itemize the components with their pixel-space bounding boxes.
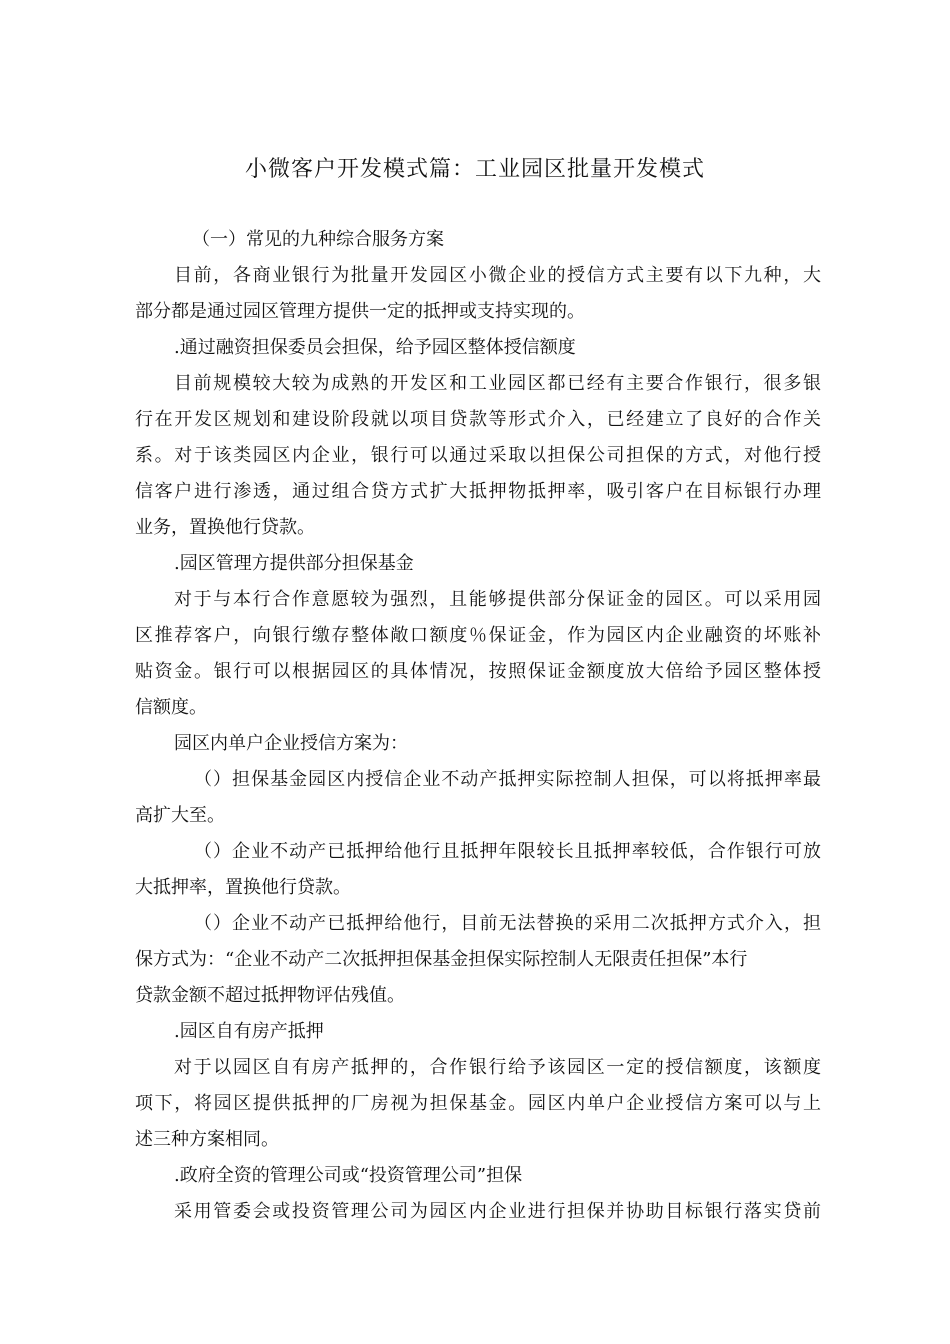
sub-item-line: （）担保基金园区内授信企业不动产抵押实际控制人担保，可以将抵押率最 <box>194 769 821 790</box>
paragraph-line: 园区内单户企业授信方案为： <box>174 733 408 754</box>
paragraph-line: 行在开发区规划和建设阶段就以项目贷款等形式介入，已经建立了良好的合作关 <box>135 409 821 430</box>
item-heading: .园区管理方提供部分担保基金 <box>174 553 414 574</box>
paragraph-line: 部分都是通过园区管理方提供一定的抵押或支持实现的。 <box>135 301 585 322</box>
paragraph-line: 信客户进行渗透，通过组合贷方式扩大抵押物抵押率，吸引客户在目标银行办理 <box>135 481 821 502</box>
paragraph-line: 采用管委会或投资管理公司为园区内企业进行担保并协助目标银行落实贷前 <box>174 1201 821 1222</box>
paragraph-line: 对于与本行合作意愿较为强烈，且能够提供部分保证金的园区。可以采用园 <box>174 589 821 610</box>
document-title: 小微客户开发模式篇：工业园区批量开发模式 <box>244 157 705 182</box>
item-heading: .园区自有房产抵押 <box>174 1021 324 1042</box>
paragraph-line: 系。对于该类园区内企业，银行可以通过采取以担保公司担保的方式，对他行授 <box>135 445 821 466</box>
paragraph-line: 信额度。 <box>135 697 207 718</box>
paragraph-line: 目前，各商业银行为批量开发园区小微企业的授信方式主要有以下九种，大 <box>174 265 821 286</box>
paragraph-line: 目前规模较大较为成熟的开发区和工业园区都已经有主要合作银行，很多银 <box>174 373 821 394</box>
sub-item-line: （）企业不动产已抵押给他行，目前无法替换的采用二次抵押方式介入，担 <box>194 913 821 934</box>
sub-item-line: （）企业不动产已抵押给他行且抵押年限较长且抵押率较低，合作银行可放 <box>194 841 821 862</box>
item-heading: .政府全资的管理公司或“投资管理公司”担保 <box>174 1165 523 1186</box>
paragraph-line: 区推荐客户，向银行缴存整体敞口额度％保证金，作为园区内企业融资的坏账补 <box>135 625 821 646</box>
paragraph-line: 对于以园区自有房产抵押的，合作银行给予该园区一定的授信额度，该额度 <box>174 1057 821 1078</box>
paragraph-line: 高扩大至。 <box>135 805 225 826</box>
paragraph-line: 项下，将园区提供抵押的厂房视为担保基金。园区内单户企业授信方案可以与上 <box>135 1093 821 1114</box>
paragraph-line: 保方式为：“企业不动产二次抵押担保基金担保实际控制人无限责任担保”本行 <box>135 949 748 970</box>
section-heading: （一）常见的九种综合服务方案 <box>192 229 444 250</box>
item-heading: .通过融资担保委员会担保，给予园区整体授信额度 <box>174 337 576 358</box>
paragraph-line: 述三种方案相同。 <box>135 1129 279 1150</box>
paragraph-line: 贷款金额不超过抵押物评估残值。 <box>135 985 405 1006</box>
paragraph-line: 贴资金。银行可以根据园区的具体情况，按照保证金额度放大倍给予园区整体授 <box>135 661 821 682</box>
paragraph-line: 业务，置换他行贷款。 <box>135 517 315 538</box>
paragraph-line: 大抵押率，置换他行贷款。 <box>135 877 351 898</box>
